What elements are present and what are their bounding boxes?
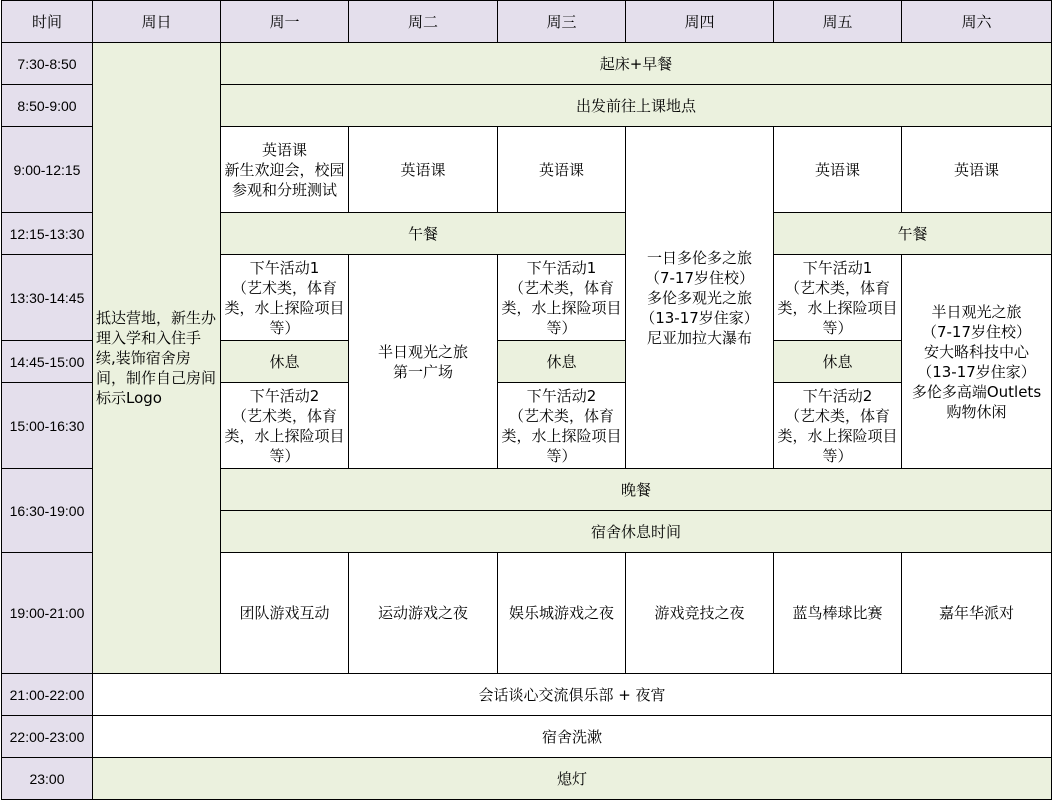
header-tuesday: 周二 xyxy=(349,1,498,43)
tuesday-morning-cell: 英语课 xyxy=(349,127,498,213)
time-cell: 19:00-21:00 xyxy=(2,553,93,674)
row-2300 xyxy=(2,758,1052,800)
time-cell: 13:30-14:45 xyxy=(2,255,93,341)
wake-breakfast-cell: 起床+早餐 xyxy=(221,43,1052,85)
header-thursday: 周四 xyxy=(626,1,774,43)
evening-friday-cell: 嘉年华派对 xyxy=(902,553,1052,674)
friday-afternoon-activity-1: 下午活动1 （艺术类，体育类，水上探险项目等） xyxy=(774,255,902,341)
monday-afternoon-activity-2: 下午活动2 （艺术类，体育类，水上探险项目等） xyxy=(221,383,349,469)
time-cell: 21:00-22:00 xyxy=(2,674,93,716)
header-wednesday: 周三 xyxy=(498,1,626,43)
wednesday-afternoon-activity-2: 下午活动2 （艺术类，体育类，水上探险项目等） xyxy=(498,383,626,469)
time-cell: 23:00 xyxy=(2,758,93,800)
time-cell: 9:00-12:15 xyxy=(2,127,93,213)
header-monday: 周一 xyxy=(221,1,349,43)
evening-monday-cell: 运动游戏之夜 xyxy=(349,553,498,674)
club-cell: 会话谈心交流俱乐部 + 夜宵 xyxy=(93,674,1052,716)
thursday-fullday-cell: 一日多伦多之旅 （7-17岁住校） 多伦多观光之旅 （13-17岁住家） 尼亚加拉大瀑布 xyxy=(626,127,774,469)
friday-afternoon-activity-2: 下午活动2 （艺术类，体育类，水上探险项目等） xyxy=(774,383,902,469)
dorm-rest-cell: 宿舍休息时间 xyxy=(221,511,1052,553)
header-time: 时间 xyxy=(2,1,93,43)
time-cell: 14:45-15:00 xyxy=(2,341,93,383)
wednesday-rest-cell: 休息 xyxy=(498,341,626,383)
sunday-arrival-cell: 抵达营地，新生办理入学和入住手续,装饰宿舍房间，制作自己房间标示Logo xyxy=(93,43,221,674)
wednesday-afternoon-activity-1: 下午活动1 （艺术类，体育类，水上探险项目等） xyxy=(498,255,626,341)
wash-cell: 宿舍洗漱 xyxy=(93,716,1052,758)
header-friday: 周五 xyxy=(774,1,902,43)
evening-wednesday-cell: 游戏竞技之夜 xyxy=(626,553,774,674)
row-2200 xyxy=(2,716,1052,758)
saturday-morning-cell: 英语课 xyxy=(902,127,1052,213)
time-cell: 8:50-9:00 xyxy=(2,85,93,127)
dinner-cell: 晚餐 xyxy=(221,469,1052,511)
evening-tuesday-cell: 娱乐城游戏之夜 xyxy=(498,553,626,674)
lunch-cell: 午餐 xyxy=(221,213,626,255)
time-cell: 15:00-16:30 xyxy=(2,383,93,469)
tuesday-afternoon-tour-cell: 半日观光之旅 第一广场 xyxy=(349,255,498,469)
schedule-table xyxy=(1,0,1052,800)
header-saturday: 周六 xyxy=(902,1,1052,43)
wednesday-morning-cell: 英语课 xyxy=(498,127,626,213)
row-2100 xyxy=(2,674,1052,716)
lights-out-cell: 熄灯 xyxy=(93,758,1052,800)
monday-morning-cell: 英语课 新生欢迎会，校园参观和分班测试 xyxy=(221,127,349,213)
header-row xyxy=(2,1,1052,43)
depart-cell: 出发前往上课地点 xyxy=(221,85,1052,127)
time-cell: 12:15-13:30 xyxy=(2,213,93,255)
evening-thursday-cell: 蓝鸟棒球比赛 xyxy=(774,553,902,674)
friday-rest-cell: 休息 xyxy=(774,341,902,383)
evening-sunday-cell: 团队游戏互动 xyxy=(221,553,349,674)
time-cell: 7:30-8:50 xyxy=(2,43,93,85)
monday-afternoon-activity-1: 下午活动1 （艺术类，体育类，水上探险项目等） xyxy=(221,255,349,341)
time-cell: 22:00-23:00 xyxy=(2,716,93,758)
time-cell: 16:30-19:00 xyxy=(2,469,93,553)
row-0730 xyxy=(2,43,1052,85)
monday-rest-cell: 休息 xyxy=(221,341,349,383)
lunch-cell: 午餐 xyxy=(774,213,1052,255)
friday-morning-cell: 英语课 xyxy=(774,127,902,213)
saturday-afternoon-tour-cell: 半日观光之旅 （7-17岁住校） 安大略科技中心 （13-17岁住家） 多伦多高端Outlets 购物休闲 xyxy=(902,255,1052,469)
header-sunday: 周日 xyxy=(93,1,221,43)
